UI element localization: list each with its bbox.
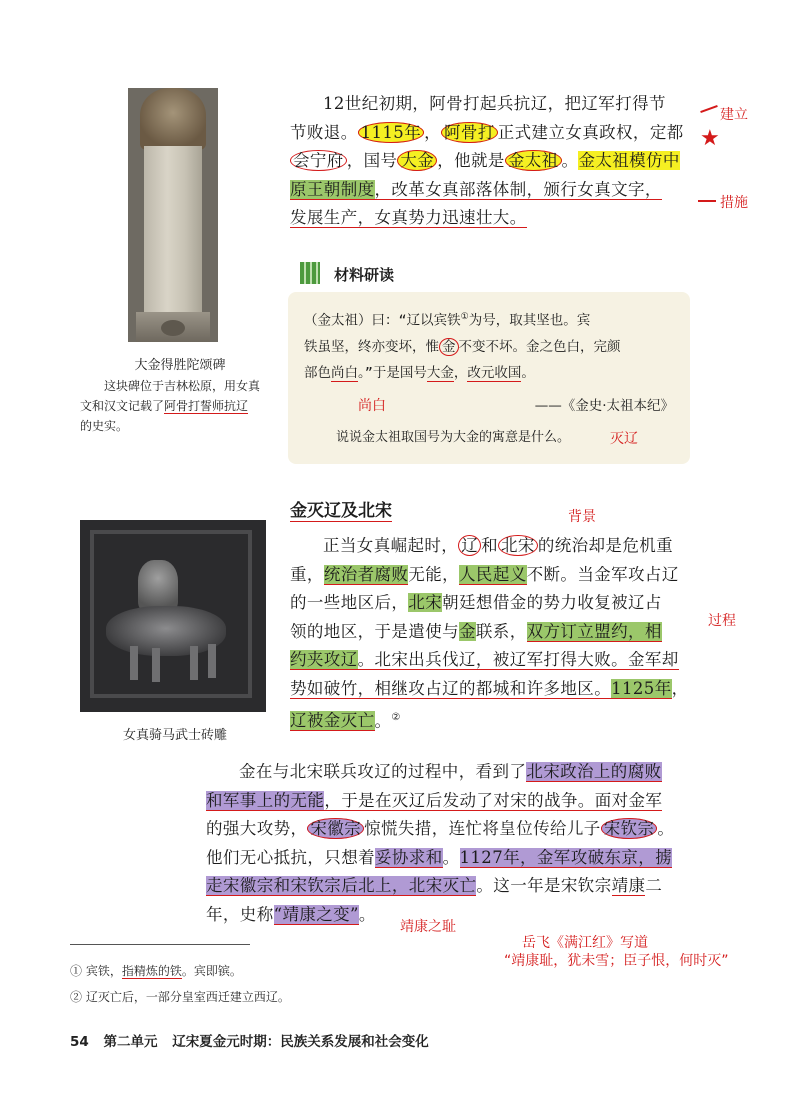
footnote-1: ① 宾铁，指精炼的铁。宾即镔。 — [70, 964, 242, 978]
note-cuoshi: 措施 — [720, 195, 748, 211]
relief-caption: 女真骑马武士砖雕 — [122, 728, 227, 743]
star-icon: ★ — [700, 126, 720, 151]
note-mieliao: 灭辽 — [610, 431, 638, 447]
unit-label: 第二单元 — [103, 1034, 158, 1050]
note-shangbai: 尚白 — [358, 398, 386, 414]
note-yuefei-line1: 岳飞《满江红》写道 — [522, 935, 648, 951]
section-title: 金灭辽及北宋 — [290, 501, 392, 521]
note-beijing: 背景 — [568, 509, 596, 525]
note-jianli: 建立 — [720, 107, 748, 123]
page-footer — [70, 1030, 429, 1050]
stele-photo — [128, 88, 218, 342]
footnote-2: ② 辽灭亡后，一部分皇室西迁建立西辽。 — [70, 990, 290, 1004]
note-jingkang: 靖康之耻 — [400, 919, 456, 935]
material-question: 说说金太祖取国号为大金的寓意是什么。 — [336, 430, 571, 445]
material-heading-icon — [300, 262, 320, 284]
note-arrow-icon — [700, 105, 718, 113]
note-yuefei-line2: “靖康耻，犹未雪；臣子恨，何时灭” — [504, 953, 729, 969]
stele-caption-title: 大金得胜陀颂碑 — [134, 358, 226, 373]
relief-photo — [80, 520, 266, 712]
note-guocheng: 过程 — [708, 613, 736, 629]
stele-caption-desc: 这块碑位于吉林松原，用女真文和汉文记载了阿骨打誓师抗辽的史实。 — [80, 379, 261, 433]
fall-of-song-paragraph: 金在与北宋联兵攻辽的过程中，看到了北宋政治上的腐败 和军事上的无能，于是在灭辽后发动了对宋的战争。面对金军 的强大攻势， 宋徽宗 惊慌失措，连忙将皇位传给儿子 宋钦宗 。 他们无心抵抗，只想着妥协求和。1127年，金军攻破东京，掳 走宋徽宗和宋钦宗后北上，北宋灭亡。这一年是宋钦宗靖康二 年，史称“靖康之变”。 — [206, 762, 675, 924]
material-heading: 材料研读 — [334, 266, 395, 284]
material-source: ——《金史·太祖本纪》 — [534, 398, 674, 414]
footnote-divider — [70, 944, 250, 945]
material-quote: （金太祖）曰：“辽以宾铁①为号，取其坚也。宾 铁虽坚，终亦变坏，惟 金 不变不坏。金之色白，完颜 部色尚白。”于是国号大金，改元收国。 — [304, 312, 621, 381]
note-arrow-icon — [698, 200, 716, 202]
page-number: 54 — [70, 1034, 89, 1050]
fall-of-liao-paragraph: 正当女真崛起时， 辽 和 北宋 的统治却是危机重 重，统治者腐败无能，人民起义不断。当金军攻占辽 的一些地区后，北宋朝廷想借金的势力收复被辽占 领的地区，于是遣使与金联系，双方订立盟约，相 约夹攻辽。北宋出兵伐辽，被辽军打得大败。金军却 势如破竹，相继攻占辽的都城和许多地区。1125年， 辽被金灭亡。② — [290, 536, 689, 731]
unit-title: 辽宋夏金元时期：民族关系发展和社会变化 — [172, 1034, 429, 1050]
intro-paragraph: 12世纪初期，阿骨打起兵抗辽，把辽军打得节 节败退。 1115年 ， 阿骨打 正式建立女真政权，定都 会宁府 ，国号 大金 ，他就是 金太祖 。金太祖模仿中 原王朝制度，改革女真部落体制，颁行女真文字， 发展生产，女真势力迅速壮大。 — [290, 94, 684, 228]
